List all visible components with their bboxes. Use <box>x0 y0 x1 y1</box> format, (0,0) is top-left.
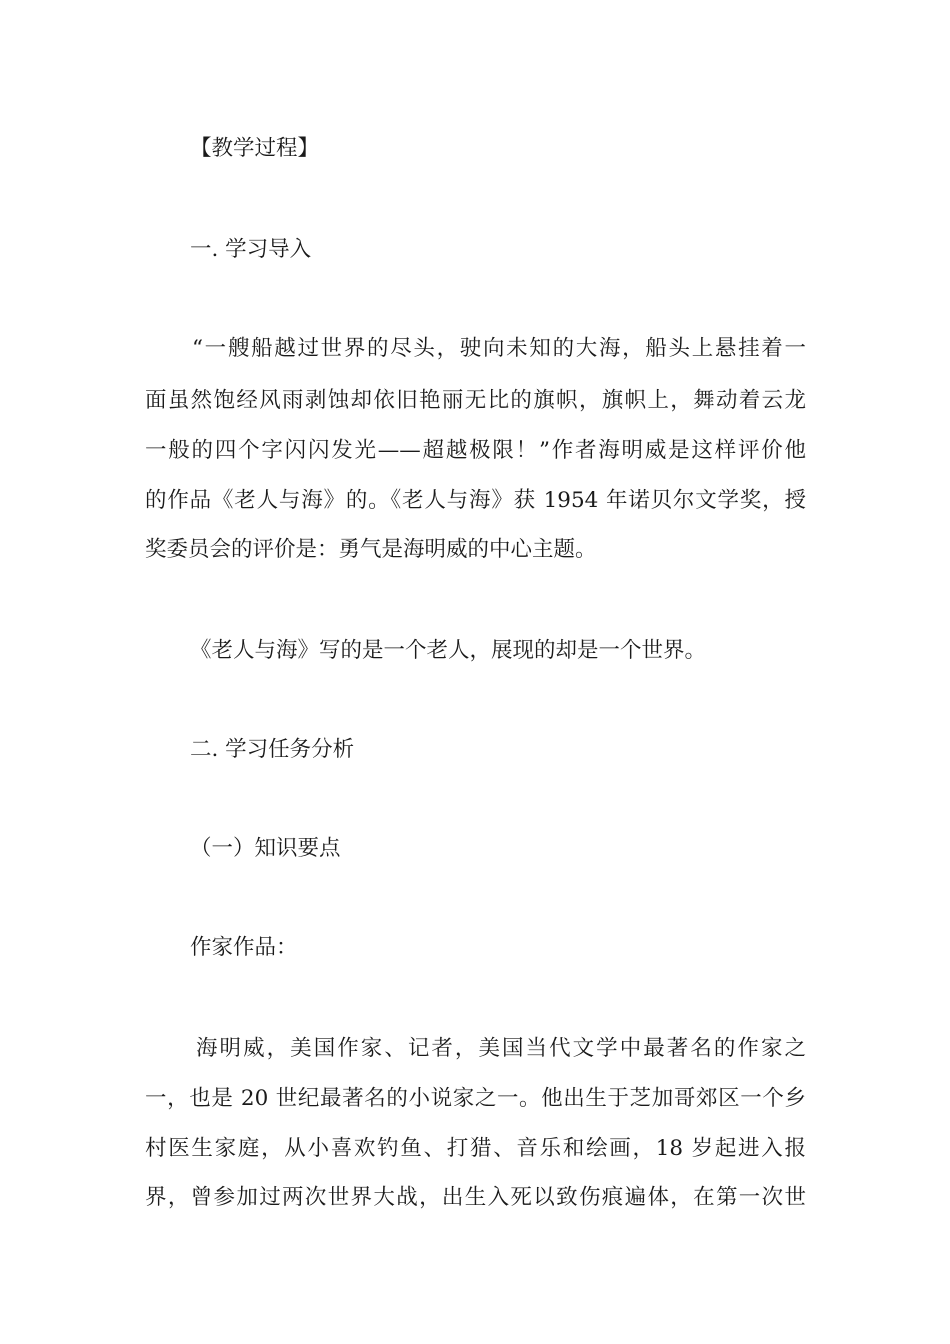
section-2-title: 二. 学习任务分析 <box>190 737 355 762</box>
author-paragraph-line-4: 界，曾参加过两次世界大战，出生入死以致伤痕遍体，在第一次世 <box>145 1185 806 1210</box>
author-paragraph-line-3: 村医生家庭，从小喜欢钓鱼、打猎、音乐和绘画，18 岁起进入报 <box>145 1136 806 1161</box>
intro-summary: 《老人与海》写的是一个老人，展现的却是一个世界。 <box>190 638 707 663</box>
subsection-1-title: （一）知识要点 <box>190 836 341 861</box>
intro-paragraph-line-3: 一般的四个字闪闪发光——超越极限！”作者海明威是这样评价他 <box>145 438 806 463</box>
section-1-title: 一. 学习导入 <box>190 237 312 262</box>
intro-paragraph-line-4: 的作品《老人与海》的。《老人与海》获 1954 年诺贝尔文学奖，授 <box>145 488 806 513</box>
intro-paragraph-line-2: 面虽然饱经风雨剥蚀却依旧艳丽无比的旗帜，旗帜上，舞动着云龙 <box>145 388 806 413</box>
author-paragraph-line-1: 海明威，美国作家、记者，美国当代文学中最著名的作家之 <box>196 1036 806 1061</box>
intro-paragraph-line-5: 奖委员会的评价是：勇气是海明威的中心主题。 <box>145 537 597 562</box>
teaching-process-heading: 【教学过程】 <box>190 136 320 161</box>
intro-paragraph-line-1: “一艘船越过世界的尽头，驶向未知的大海，船头上悬挂着一 <box>192 336 806 361</box>
author-paragraph-line-2: 一，也是 20 世纪最著名的小说家之一。他出生于芝加哥郊区一个乡 <box>145 1086 806 1111</box>
author-works-label: 作家作品： <box>190 935 298 960</box>
